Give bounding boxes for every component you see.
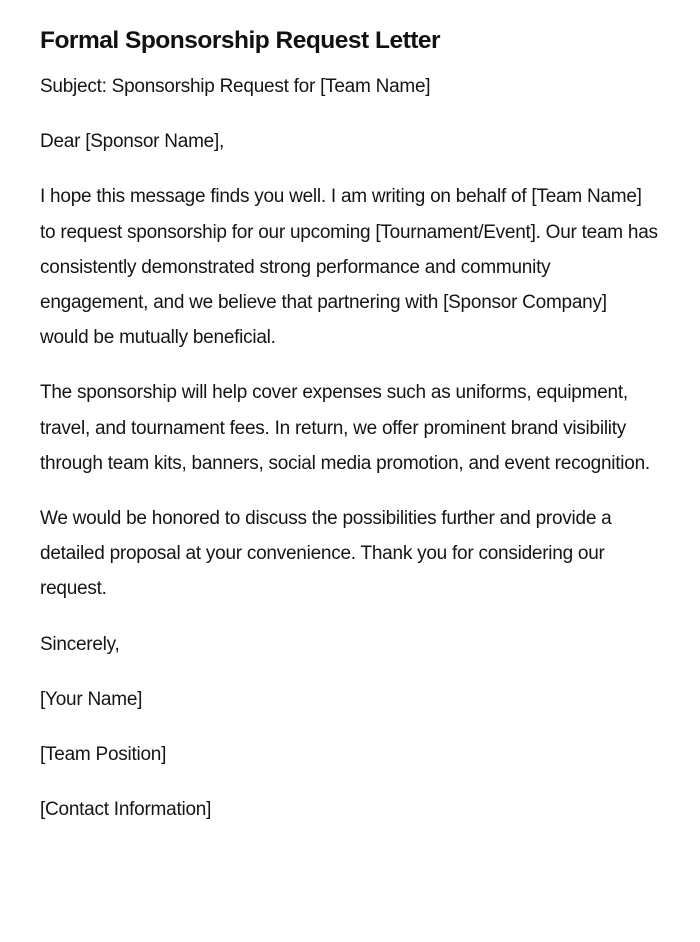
letter-paragraph-benefits: The sponsorship will help cover expenses such as uniforms, equipment, travel, and tournament fees. In return, we offer prominent brand visibility through team kits, banners, social media promotion, and event recognition. bbox=[40, 382, 650, 474]
letter-paragraph-intro: I hope this message finds you well. I am writing on behalf of [Team Name] to request sponsorship for our upcoming [Tournament/Event]. Our team has consistently demonstrated strong performance and community engagement, and we believe that partnering with [Sponsor Company] would be mutually beneficial. bbox=[40, 186, 658, 349]
signature-position: [Team Position] bbox=[40, 744, 167, 766]
letter-title: Formal Sponsorship Request Letter bbox=[40, 27, 441, 54]
letter-greeting: Dear [Sponsor Name], bbox=[40, 131, 225, 153]
letter-subject: Subject: Sponsorship Request for [Team Name] bbox=[40, 76, 431, 97]
signature-name: [Your Name] bbox=[40, 688, 143, 710]
signature-contact: [Contact Information] bbox=[40, 799, 212, 821]
letter-paragraph-closing: We would be honored to discuss the possibilities further and provide a detailed proposal at your convenience. Thank you for considering our request. bbox=[40, 508, 612, 600]
letter-document bbox=[40, 24, 660, 827]
letter-closing: Sincerely, bbox=[40, 633, 120, 655]
